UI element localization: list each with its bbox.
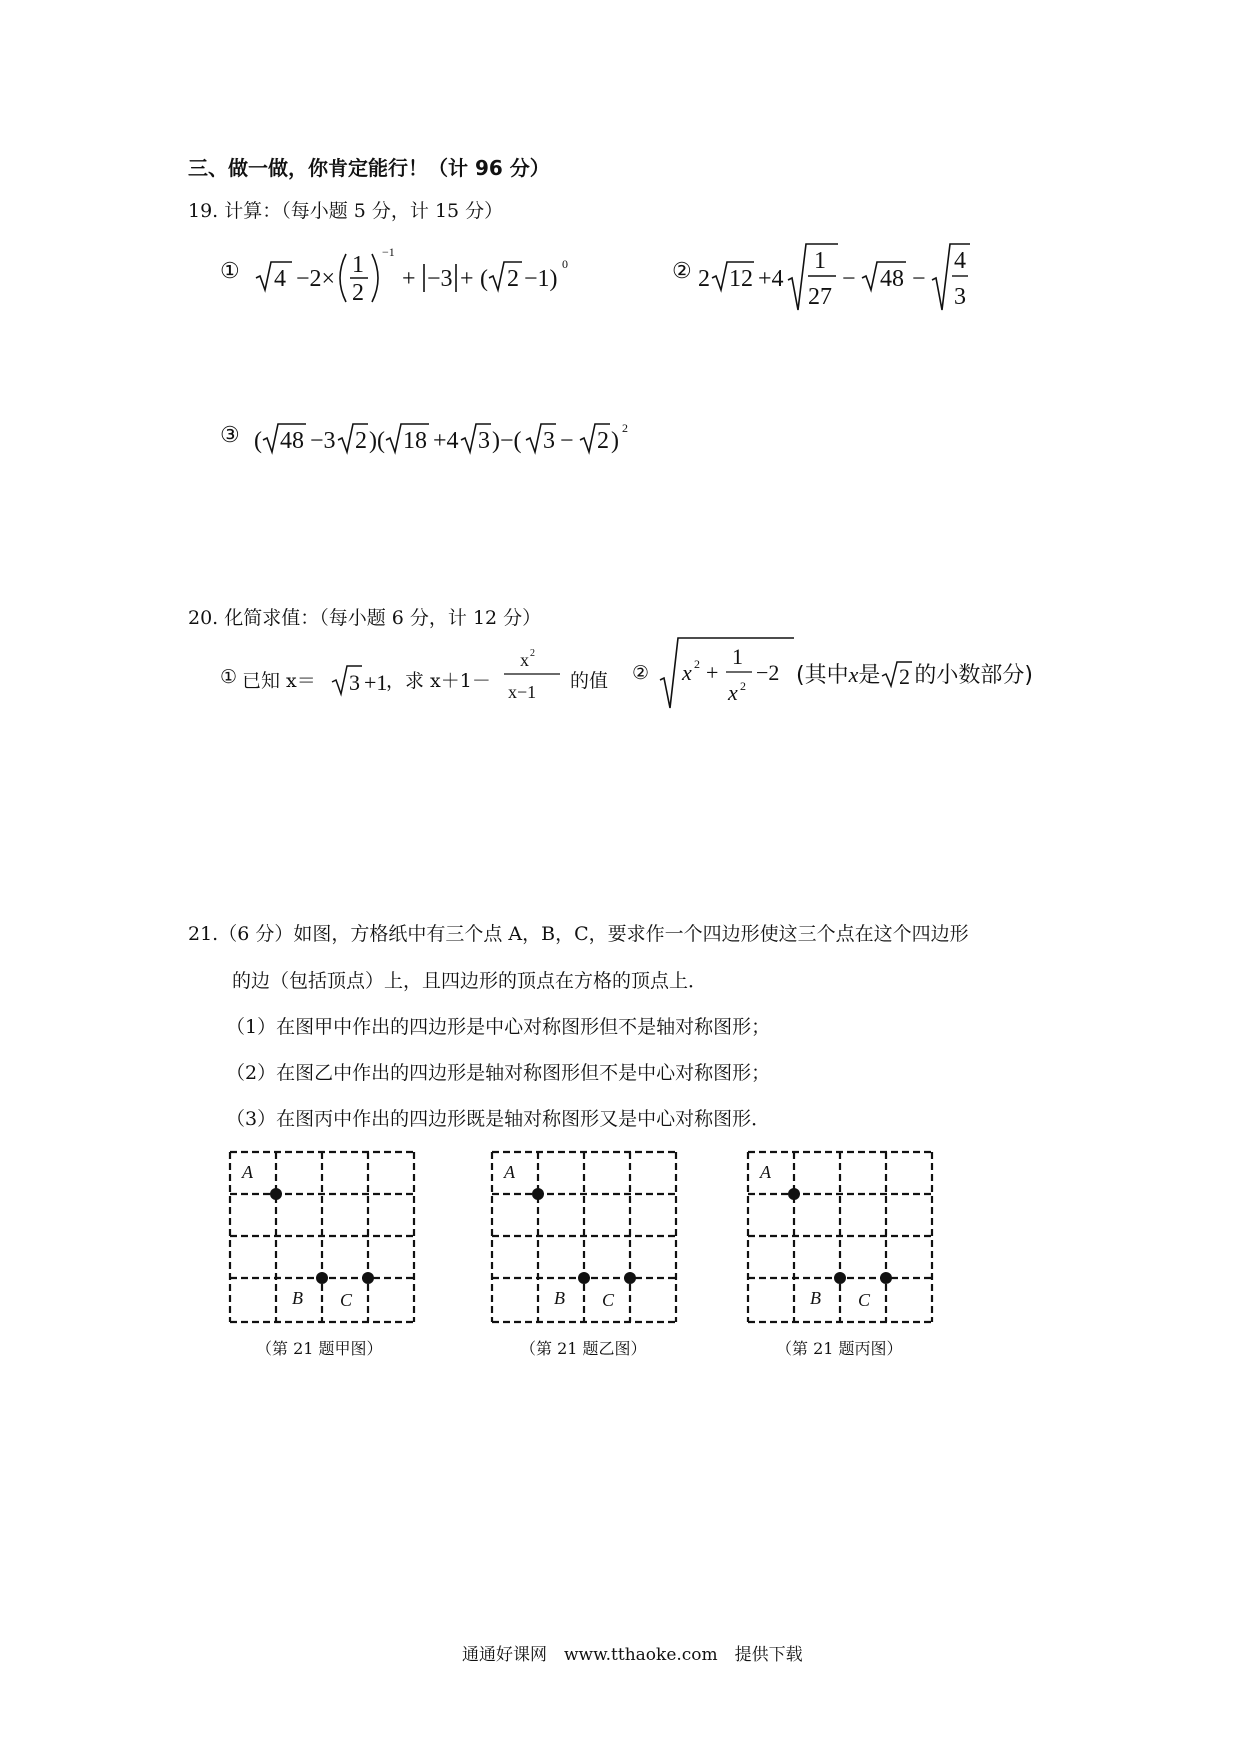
point-b bbox=[578, 1272, 590, 1284]
grid-yi-svg bbox=[490, 1150, 680, 1330]
figure-grid-jia bbox=[228, 1150, 418, 1330]
svg-text:−3: −3 bbox=[310, 428, 336, 454]
svg-text:18: 18 bbox=[403, 428, 427, 454]
svg-text:x: x bbox=[728, 680, 738, 705]
label-c: C bbox=[858, 1290, 871, 1310]
point-a bbox=[532, 1188, 544, 1200]
q20-p2-suffix-b: 是 bbox=[858, 663, 881, 688]
point-a bbox=[788, 1188, 800, 1200]
q20-p2-number: ② bbox=[632, 662, 650, 684]
q20-p2-paren-open: ( bbox=[796, 663, 805, 688]
svg-text:4: 4 bbox=[954, 248, 966, 274]
q19-problem-3 bbox=[220, 410, 680, 460]
q20-p2-paren-close: ) bbox=[1024, 663, 1033, 688]
q20-p2-var-x: x bbox=[848, 662, 859, 687]
svg-text:+4: +4 bbox=[758, 266, 784, 292]
point-c bbox=[624, 1272, 636, 1284]
caption-bing: （第 21 题丙图） bbox=[776, 1339, 903, 1358]
q21-line-2: 的边（包括顶点）上，且四边形的顶点在方格的顶点上． bbox=[232, 970, 708, 992]
svg-text:+: + bbox=[706, 660, 719, 685]
svg-text:3: 3 bbox=[478, 428, 490, 454]
figure-grid-bing bbox=[746, 1150, 936, 1330]
svg-text:12: 12 bbox=[729, 266, 753, 292]
svg-text:2: 2 bbox=[355, 428, 367, 454]
svg-text:−1): −1) bbox=[524, 266, 558, 292]
q20-p1-mid: ，求 x＋1－ bbox=[386, 670, 491, 692]
svg-text:(: ( bbox=[254, 428, 262, 454]
q20-p2-condition bbox=[796, 658, 1033, 689]
q19-p3-expression bbox=[254, 410, 674, 460]
label-c: C bbox=[602, 1290, 615, 1310]
grid-bing-svg bbox=[746, 1150, 936, 1330]
q20-p2-suffix-c: 的小数部分 bbox=[914, 663, 1025, 688]
caption-yi: （第 21 题乙图） bbox=[520, 1339, 647, 1358]
svg-text:x−1: x−1 bbox=[508, 682, 537, 702]
svg-text:1: 1 bbox=[732, 644, 743, 669]
svg-text:−3: −3 bbox=[427, 266, 453, 292]
svg-text:): ) bbox=[611, 428, 619, 454]
q21-item-2: （2）在图乙中作出的四边形是轴对称图形但不是中心对称图形； bbox=[226, 1062, 771, 1084]
svg-text:−: − bbox=[912, 266, 926, 292]
svg-text:1: 1 bbox=[814, 248, 826, 274]
svg-text:−: − bbox=[560, 428, 574, 454]
svg-text:+: + bbox=[402, 266, 416, 292]
svg-text:3: 3 bbox=[543, 428, 555, 454]
section-title: 三、做一做，你肯定能行！（计 96 分） bbox=[188, 156, 550, 180]
q20-p1-suffix: 的值 bbox=[570, 670, 609, 692]
svg-text:x: x bbox=[682, 660, 692, 685]
point-c bbox=[880, 1272, 892, 1284]
caption-jia: （第 21 题甲图） bbox=[256, 1339, 383, 1358]
q19-header: 19. 计算：（每小题 5 分，计 15 分） bbox=[188, 200, 504, 222]
svg-text:3: 3 bbox=[349, 670, 360, 695]
q20-p1-fraction bbox=[502, 642, 566, 712]
q19-p1-number: ① bbox=[220, 258, 240, 283]
svg-text:3: 3 bbox=[954, 284, 966, 310]
q20-p1-given-value bbox=[330, 652, 390, 702]
svg-text:2: 2 bbox=[740, 679, 746, 693]
label-b: B bbox=[810, 1288, 821, 1308]
q20-problem-2 bbox=[632, 632, 1052, 712]
q19-p1-expression bbox=[254, 240, 614, 310]
q19-p2-expression bbox=[696, 238, 996, 318]
svg-text:(: ( bbox=[480, 266, 488, 292]
label-a: A bbox=[242, 1162, 253, 1182]
q20-header: 20. 化简求值：（每小题 6 分，计 12 分） bbox=[188, 607, 542, 629]
svg-text:4: 4 bbox=[274, 266, 286, 292]
grid-jia-svg bbox=[228, 1150, 418, 1330]
point-a bbox=[270, 1188, 282, 1200]
q20-p2-sqrt2 bbox=[880, 658, 914, 688]
point-b bbox=[834, 1272, 846, 1284]
figure-grid-yi bbox=[490, 1150, 680, 1330]
svg-text:−: − bbox=[842, 266, 856, 292]
svg-text:48: 48 bbox=[280, 428, 304, 454]
svg-text:−2×: −2× bbox=[296, 266, 336, 292]
svg-text:−2: −2 bbox=[756, 660, 780, 685]
svg-text:2: 2 bbox=[352, 280, 364, 306]
q19-problem-1 bbox=[220, 240, 620, 310]
q21-item-1: （1）在图甲中作出的四边形是中心对称图形但不是轴对称图形； bbox=[226, 1016, 771, 1038]
label-a: A bbox=[504, 1162, 515, 1182]
svg-text:2: 2 bbox=[530, 648, 535, 659]
svg-text:)−(: )−( bbox=[492, 428, 522, 454]
q21-line-1: 21.（6 分）如图，方格纸中有三个点 A，B，C，要求作一个四边形使这三个点在这个四边形 bbox=[188, 923, 969, 945]
svg-text:2: 2 bbox=[507, 266, 519, 292]
q19-p2-number: ② bbox=[672, 258, 692, 283]
q19-p3-number: ③ bbox=[220, 422, 240, 447]
q19-problem-2 bbox=[672, 238, 992, 318]
svg-text:2: 2 bbox=[622, 421, 628, 435]
svg-text:27: 27 bbox=[808, 284, 832, 310]
q20-p2-expression bbox=[658, 632, 798, 712]
svg-text:)(: )( bbox=[369, 428, 385, 454]
svg-text:1: 1 bbox=[352, 252, 364, 278]
page-footer: 通通好课网 www.tthaoke.com 提供下载 bbox=[462, 1645, 803, 1665]
q20-p2-suffix-a: 其中 bbox=[804, 663, 849, 688]
svg-text:2: 2 bbox=[597, 428, 609, 454]
label-a: A bbox=[760, 1162, 771, 1182]
q20-problem-1 bbox=[220, 642, 620, 712]
svg-text:0: 0 bbox=[562, 257, 568, 271]
svg-text:+: + bbox=[460, 266, 474, 292]
q20-p1-prefix: 已知 x＝ bbox=[242, 670, 316, 692]
svg-text:2: 2 bbox=[694, 657, 700, 671]
label-b: B bbox=[554, 1288, 565, 1308]
svg-text:48: 48 bbox=[880, 266, 904, 292]
point-c bbox=[362, 1272, 374, 1284]
svg-text:x: x bbox=[520, 650, 529, 670]
point-b bbox=[316, 1272, 328, 1284]
label-b: B bbox=[292, 1288, 303, 1308]
svg-text:2: 2 bbox=[698, 266, 710, 292]
svg-text:+4: +4 bbox=[433, 428, 459, 454]
svg-text:2: 2 bbox=[899, 664, 911, 688]
svg-text:−1: −1 bbox=[382, 245, 395, 259]
svg-text:+1: +1 bbox=[364, 670, 388, 695]
q20-p1-number: ① bbox=[220, 666, 238, 688]
label-c: C bbox=[340, 1290, 353, 1310]
q21-item-3: （3）在图丙中作出的四边形既是轴对称图形又是中心对称图形． bbox=[226, 1108, 771, 1130]
